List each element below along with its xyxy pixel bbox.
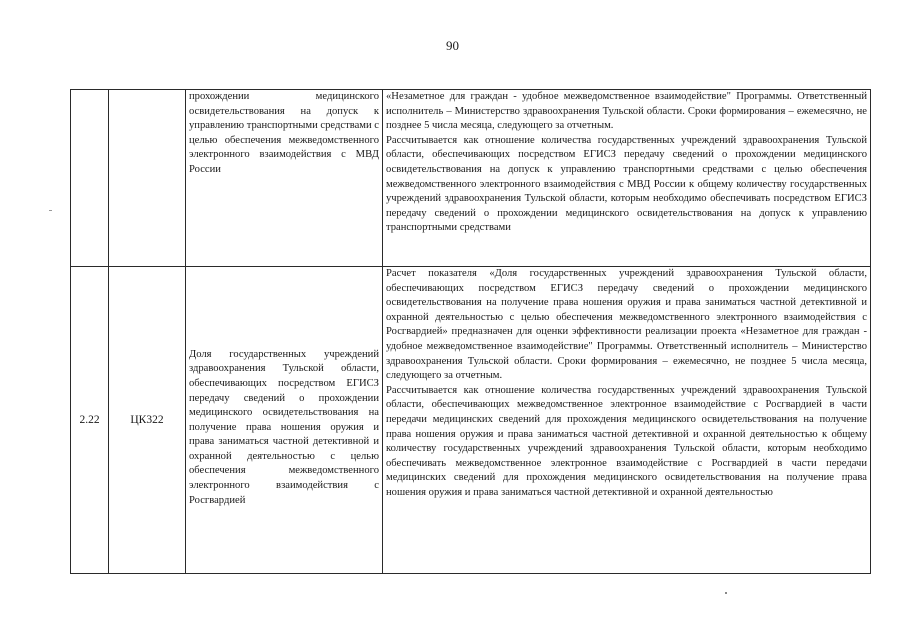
indicator-name-cell: Доля государственных учреждений здравоохранения Тульской области, обеспечивающих посредством ЕГИСЗ передачу сведений о прохождении медицинского освидетельствования на получение права ношения оружия и права заниматься частной детективной и охранной деятельностью с целью обеспечения межведомственного электронного взаимодействия с Росгвардией <box>186 267 383 574</box>
row-number-cell: 2.22 <box>71 267 109 574</box>
indicator-table <box>70 89 871 574</box>
table-row <box>71 90 871 267</box>
page-number: 90 <box>446 38 459 53</box>
row-number-cell <box>71 90 109 267</box>
indicator-description-cell <box>383 267 871 574</box>
indicator-name-cell: прохождении медицинского освидетельствования на допуск к управлению транспортными средствами с целью обеспечения межведомственного электронного взаимодействия с МВД России <box>186 90 383 267</box>
indicator-code-cell: ЦК322 <box>109 267 186 574</box>
description-paragraph: Расчет показателя «Доля государственных учреждений здравоохранения Тульской области, обеспечивающих посредством ЕГИСЗ передачу сведений о прохождении медицинского освидетельствования на получение права ношения оружия и права заниматься частной детективной и охранной деятельностью с целью обеспечения межведомственного электронного взаимодействия с Росгвардией» предназначен для оценки эффективности реализации проекта «Незаметное для граждан - удобное межведомственное взаимодействие" Программы. Ответственный исполнитель – Министерство здравоохранения Тульской области. Сроки формирования – ежемесячно, не позднее 5 числа месяца, следующего за отчетным. <box>386 268 867 382</box>
indicator-code-cell <box>109 90 186 267</box>
margin-mark <box>49 210 52 211</box>
indicator-description-cell <box>383 90 871 267</box>
description-paragraph: Рассчитывается как отношение количества государственных учреждений здравоохранения Тульской области, обеспечивающих межведомственное электронное взаимодействие с Росгвардией в части передачи медицинских сведений для прохождения медицинского освидетельствования на получение права ношения оружия и права заниматься частной детективной и охранной деятельностью к общему количеству государственных учреждений здравоохранения Тульской области, которым необходимо обеспечивать межведомственное электронное взаимодействие с Росгвардией в части передачи медицинских сведений для прохождения медицинского освидетельствования на получение права ношения оружия и права заниматься частной детективной и охранной деятельностью <box>386 384 867 498</box>
scan-dot <box>725 592 727 594</box>
table-row <box>71 267 871 574</box>
description-paragraph: Рассчитывается как отношение количества государственных учреждений здравоохранения Тульской области, обеспечивающих посредством ЕГИСЗ передачу сведений о прохождении медицинского освидетельствования на допуск к управлению транспортными средствами с целью обеспечения межведомственного электронного взаимодействия с МВД России к общему количеству государственных учреждений здравоохранения Тульской области, которым необходимо обеспечивать посредством ЕГИСЗ передачу сведений о прохождении медицинского освидетельствования на допуск к управлению транспортными средствами <box>386 134 867 234</box>
description-paragraph: «Незаметное для граждан - удобное межведомственное взаимодействие" Программы. Ответственный исполнитель – Министерство здравоохранения Тульской области. Сроки формирования – ежемесячно, не позднее 5 числа месяца, следующего за отчетным. <box>386 91 867 132</box>
